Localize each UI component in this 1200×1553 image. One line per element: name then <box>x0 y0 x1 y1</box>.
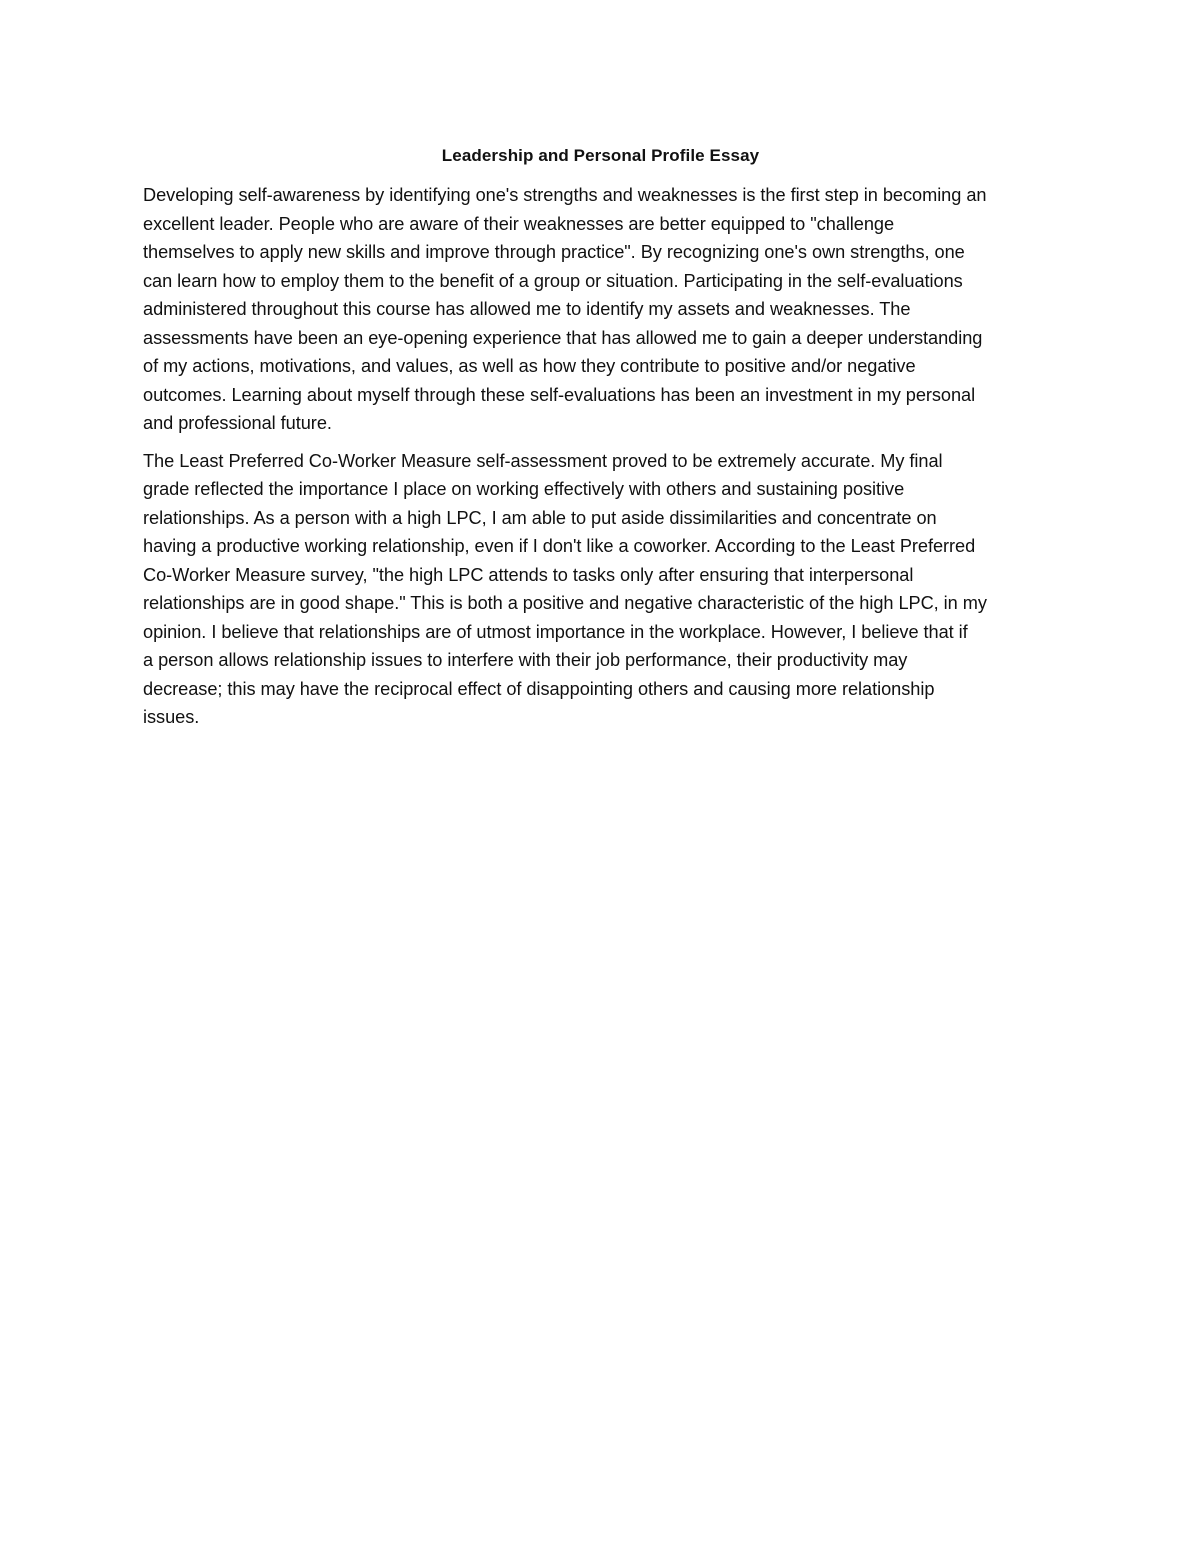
paragraph-line: grade reflected the importance I place on working effectively with others and sustaining positive <box>143 479 905 499</box>
paragraph-line: Co-Worker Measure survey, "the high LPC attends to tasks only after ensuring that interpersonal <box>143 564 914 585</box>
paragraph-line: can learn how to employ them to the benefit of a group or situation. Participating in the self-evaluations <box>143 270 963 291</box>
paragraph-line: excellent leader. People who are aware of their weaknesses are better equipped to "challenge <box>143 213 895 234</box>
paragraph-2 <box>143 447 1058 732</box>
paragraph-line: assessments have been an eye-opening experience that has allowed me to gain a deeper understanding <box>143 327 983 348</box>
document-body <box>143 141 1058 741</box>
paragraph-line: decrease; this may have the reciprocal effect of disappointing others and causing more relationship <box>143 678 935 699</box>
paragraph-1 <box>143 181 1058 438</box>
paragraph-line: relationships are in good shape." This is both a positive and negative characteristic of the high LPC, in my <box>143 593 987 613</box>
paragraph-line: having a productive working relationship, even if I don't like a coworker. According to the Least Preferred <box>143 536 976 556</box>
paragraph-line: relationships. As a person with a high LPC, I am able to put aside dissimilarities and concentrate on <box>143 507 937 528</box>
paragraph-line: issues. <box>143 707 200 727</box>
paragraph-line: of my actions, motivations, and values, as well as how they contribute to positive and/or negative <box>143 356 916 376</box>
paragraph-line: themselves to apply new skills and improve through practice". By recognizing one's own strengths, one <box>143 242 965 262</box>
paragraph-line: a person allows relationship issues to interfere with their job performance, their productivity may <box>143 650 908 670</box>
paragraph-line: opinion. I believe that relationships are of utmost importance in the workplace. However, I believe that if <box>143 621 968 642</box>
paragraph-line: The Least Preferred Co-Worker Measure self-assessment proved to be extremely accurate. My final <box>143 450 943 471</box>
paragraph-line: and professional future. <box>143 413 332 433</box>
document-title: Leadership and Personal Profile Essay <box>441 146 760 165</box>
paragraph-line: outcomes. Learning about myself through these self-evaluations has been an investment in my personal <box>143 384 976 405</box>
paragraph-line: Developing self-awareness by identifying one's strengths and weaknesses is the first step in becoming an <box>143 185 987 205</box>
paragraph-line: administered throughout this course has allowed me to identify my assets and weaknesses. The <box>143 299 911 319</box>
